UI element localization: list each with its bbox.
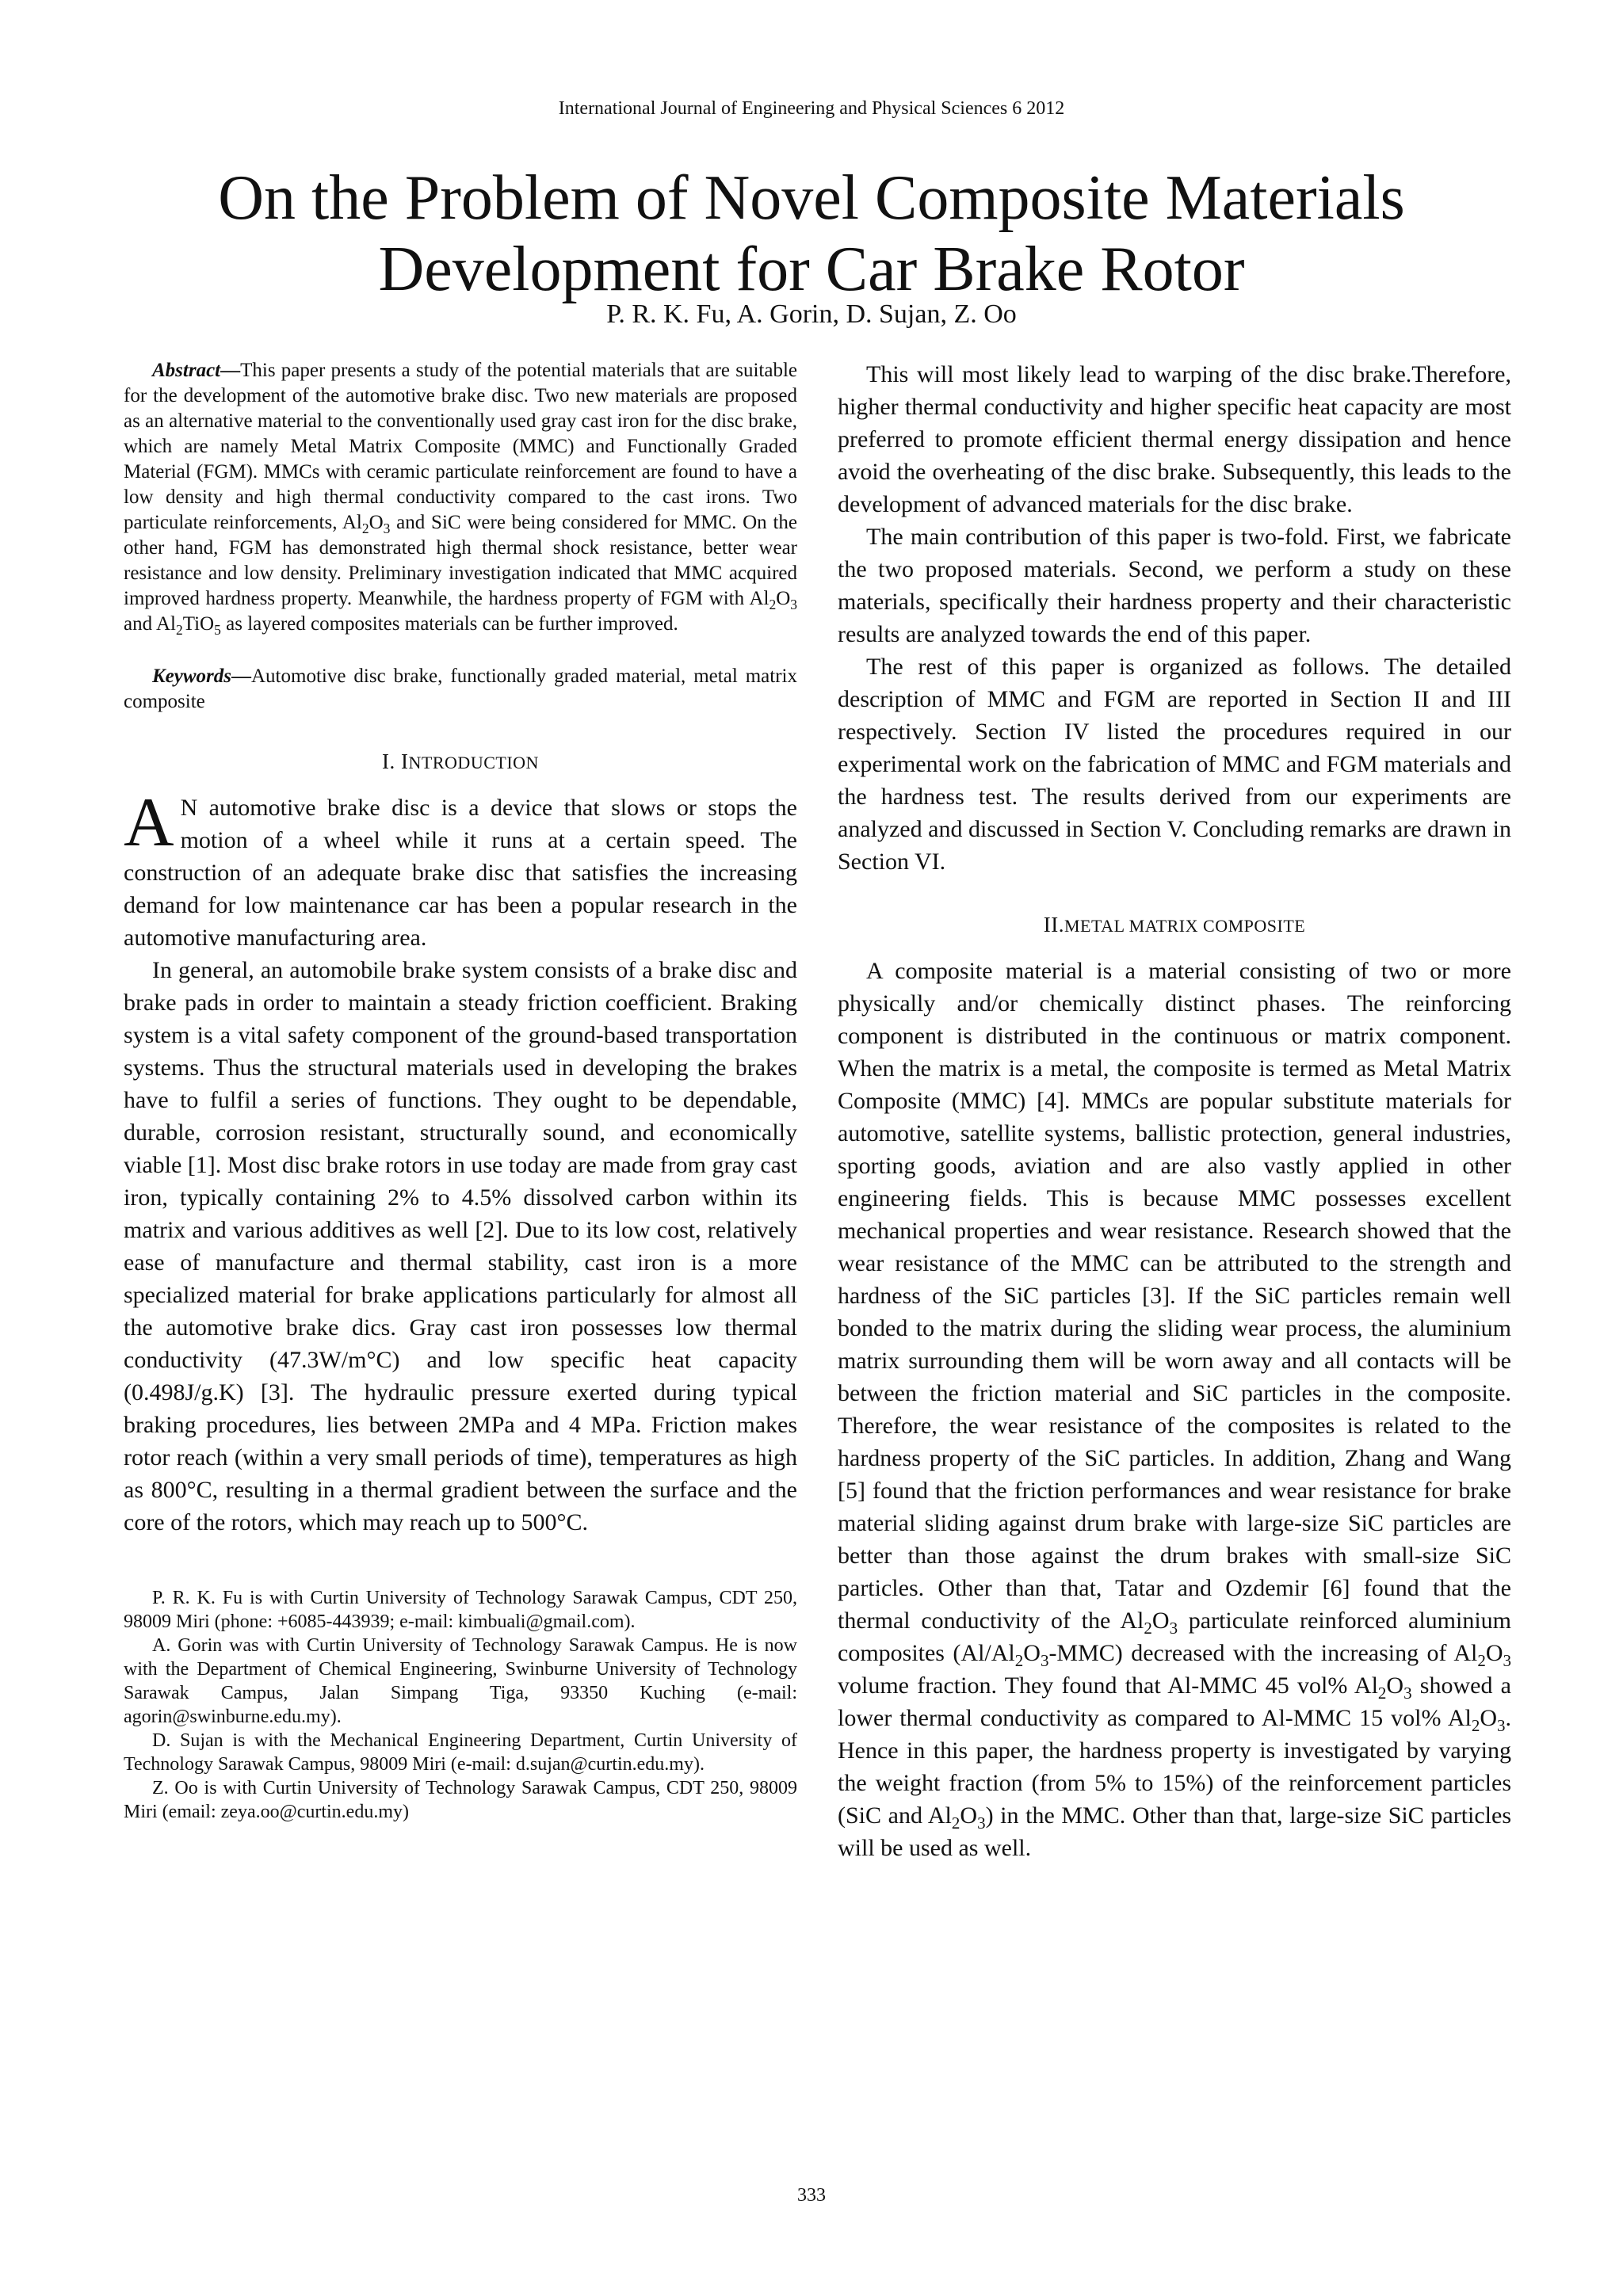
keywords-label: Keywords	[152, 666, 231, 687]
left-column	[124, 358, 797, 1824]
abstract: Abstract—This paper presents a study of the potential materials that are suitable for the development of the automotive brake disc. Two new materials are proposed as an alternative material to the conventionally used gray cast iron for the disc brake, which are namely Metal Matrix Composite (MMC) and Functionally Graded Material (FGM). MMCs with ceramic particulate reinforcement are found to have a low density and high thermal conductivity compared to the cast irons. Two particulate reinforcements, $Al_2O_3$ and SiC were being considered for MMC. On the other hand, FGM has demonstrated high thermal shock resistance, better wear resistance and low density. Preliminary investigation indicated that MMC acquired improved hardness property. Meanwhile, the hardness property of FGM with $Al_2O_3$ and $Al_2TiO_5$ as layered composites materials can be further improved.	[124, 360, 798, 638]
intro-paragraph-4: The main contribution of this paper is two-fold. First, we fabricate the two proposed materials. Second, we perform a study on these materials, specifically their hardness property and their characteristic results are analyzed towards the end of this paper.	[838, 524, 1511, 647]
mmc-paragraph: A composite material is a material consisting of two or more physically and/or chemically distinct phases. The reinforcing component is distributed in the continuous or matrix component. When the matrix is a metal, the composite is termed as Metal Matrix Composite (MMC) [4]. MMCs are popular substitute materials for automotive, satellite systems, ballistic protection, general industries, sporting goods, aviation and are also vastly applied in other engineering fields. This is because MMC possesses excellent mechanical properties and wear resistance. Research showed that the wear resistance of the MMC can be attributed to the strength and hardness of the SiC particles [3]. If the SiC particles remain well bonded to the matrix during the sliding wear process, the aluminium matrix surrounding them will be worn away and all contacts will be between the friction material and SiC particles in the composite. Therefore, the wear resistance of the composites is related to the hardness property of the SiC particles. In addition, Zhang and Wang [5] found that the friction performances and wear resistance for brake material sliding against drum brake with large-size SiC particles are better than those against the drum brakes with small-size SiC particles. Other than that, Tatar and Ozdemir [6] found that the thermal conductivity of the $Al_2O_3$ particulate reinforced aluminium composites $(Al/Al_2O_3-MMC)$ decreased with the increasing of $Al_2O_3$ volume fraction. They found that Al-MMC 45 vol% $Al_2O_3$ showed a lower thermal conductivity as compared to Al-MMC 15 vol% $Al_2O_3$. Hence in this paper, the hardness property is investigated by varying the weight fraction (from 5% to 15%) of the reinforcement particles (SiC and $Al_2O_3$) in the MMC. Other than that, large-size SiC particles will be used as well.	[838, 958, 1512, 1861]
abstract-label: Abstract	[152, 360, 221, 381]
drop-cap: A	[124, 784, 174, 861]
intro-paragraph-2: In general, an automobile brake system consists of a brake disc and brake pads in order to maintain a steady friction coefficient. Braking system is a vital safety component of the ground-based transportation systems. Thus the structural materials used in developing the brakes have to fulfil a series of functions. They ought to be dependable, durable, corrosion resistant, structurally sound, and economically viable [1]. Most disc brake rotors in use today are made from gray cast iron, typically containing 2% to 4.5% dissolved carbon within its matrix and various additives as well [2]. Due to its low cost, relatively ease of manufacture and thermal stability, cast iron is a more specialized material for brake applications particularly for almost all the automotive brake dics. Gray cast iron possesses low thermal conductivity (47.3W/m°C) and low specific heat capacity (0.498J/g.K) [3]. The hydraulic pressure exerted during typical braking procedures, lies between 2MPa and 4 MPa. Friction makes rotor reach (within a very small periods of time), temperatures as high as 800°C, resulting in a thermal gradient between the surface and the core of the rotors, which may reach up to 500°C.	[124, 957, 797, 1535]
keywords: Keywords—Automotive disc brake, functionally graded material, metal matrix composite	[124, 666, 797, 712]
footnote: A. Gorin was with Curtin University of Technology Sarawak Campus. He is now with the Department of Chemical Engineering, Swinburne University of Technology Sarawak Campus, Jalan Simpang Tiga, 93350 Kuching (e-mail: agorin@swinburne.edu.my).	[124, 1635, 797, 1727]
footnote: D. Sujan is with the Mechanical Engineering Department, Curtin University of Technology Sarawak Campus, 98009 Miri (e-mail: d.sujan@curtin.edu.my).	[124, 1730, 797, 1775]
author-list: P. R. K. Fu, A. Gorin, D. Sujan, Z. Oo	[606, 299, 1017, 329]
intro-paragraph-1: A N automotive brake disc is a device that slows or stops the motion of a wheel while it runs at a certain speed. The construction of an adequate brake disc that satisfies the increasing demand for low maintenance car has been a popular research in the automotive manufacturing area.	[124, 784, 797, 951]
footnote: P. R. K. Fu is with Curtin University of Technology Sarawak Campus, CDT 250, 98009 Miri (phone: +6085-443939; e-mail: kimbuali@gmail.com).	[124, 1588, 797, 1632]
paper-title: On the Problem of Novel Composite Materials Development for Car Brake Rotor	[218, 163, 1405, 304]
section-heading-mmc: II.METAL MATRIX COMPOSITE	[1043, 913, 1306, 936]
journal-header: International Journal of Engineering and Physical Sciences 6 2012	[558, 98, 1065, 119]
section-heading-introduction: I. INTRODUCTION	[382, 749, 539, 773]
right-column	[838, 358, 1511, 1864]
author-footnotes	[124, 1586, 797, 1824]
page-number: 333	[797, 2185, 826, 2206]
intro-paragraph-5: The rest of this paper is organized as follows. The detailed description of MMC and FGM are reported in Section II and III respectively. Section IV listed the procedures required in our experimental work on the fabrication of MMC and FGM materials and the hardness test. The results derived from our experiments are analyzed and discussed in Section V. Concluding remarks are drawn in Section VI.	[838, 654, 1511, 875]
intro-paragraph-3: This will most likely lead to warping of the disc brake.Therefore, higher thermal conductivity and higher specific heat capacity are most preferred to promote efficient thermal energy dissipation and hence avoid the overheating of the disc brake. Subsequently, this leads to the development of advanced materials for the disc brake.	[838, 361, 1511, 517]
footnote: Z. Oo is with Curtin University of Technology Sarawak Campus, CDT 250, 98009 Miri (email: zeya.oo@curtin.edu.my)	[124, 1778, 797, 1822]
